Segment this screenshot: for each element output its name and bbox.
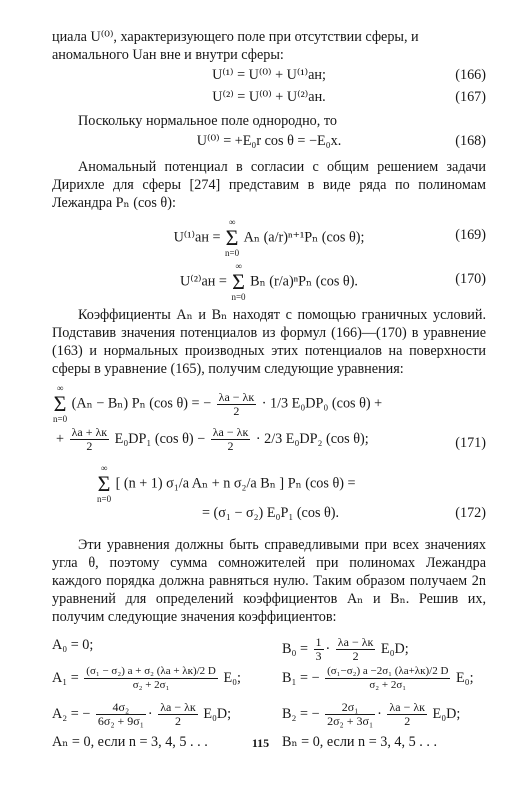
equation-168-formula: U⁽⁰⁾ = +E₀r cos θ = −E₀x. [196, 133, 342, 149]
sum-upper-limit: ∞ [100, 463, 108, 473]
equation-168 [52, 130, 486, 152]
coef-an: Aₙ = 0, если n = 3, 4, 5 . . . [52, 734, 208, 750]
equation-170-formula [52, 262, 486, 302]
equation-169-formula [52, 218, 486, 258]
fraction-numerator: 4σ₂ [96, 701, 146, 715]
fraction-numerator: λа − λк [212, 425, 249, 439]
sum-upper-limit: ∞ [56, 383, 64, 393]
fraction-numerator: λа − λк [389, 700, 425, 714]
sum-upper-limit: ∞ [228, 217, 236, 227]
equation-167 [52, 86, 486, 108]
equation-172 [52, 464, 486, 530]
sum-lower-limit: n=0 [53, 414, 68, 424]
fraction [84, 665, 218, 692]
equation-171-line-1-a: (Aₙ − Bₙ) Pₙ (cos θ) = − [71, 395, 212, 412]
sigma-symbol: Σ [225, 225, 239, 250]
page-body [52, 28, 486, 776]
equation-169-lhs: U⁽¹⁾ан = [173, 229, 221, 246]
fraction-denominator: 2 [174, 714, 181, 728]
fraction-numerator: λа − λк [160, 700, 196, 714]
fraction-denominator: 6σ₂ + 9σ₁ [97, 714, 144, 728]
equation-171-line-2-c: · 2/3 E₀DP₂ (cos θ); [255, 430, 369, 447]
equation-172-line-1-text: [ (n + 1) σ₁/a Aₙ + n σ₂/a Bₙ ] Pₙ (cos θ) = [115, 475, 356, 492]
paragraph-final: Эти уравнения должны быть справедливыми при всех значениях угла θ, поэтому сумма сомножителей при полиномах Лежандра каждого порядка должна равняться нулю. Таким образом получаем 2n уравнений для определений коэффициентов Aₙ и Bₙ. Решив их, получим следующие значения коэффициентов: [52, 537, 486, 625]
fraction-numerator: (σ₁−σ₂) a −2σ₁ (λа+λк)/2 D [327, 665, 449, 677]
equation-170-lhs: U⁽²⁾ан = [180, 273, 227, 290]
fraction [70, 426, 110, 453]
fraction-numerator: 2σ₁ [325, 701, 375, 715]
equation-169 [52, 214, 486, 258]
fraction-numerator: λа − λк [218, 389, 255, 404]
page-number: 115 [251, 736, 270, 750]
fraction [217, 391, 257, 418]
coef-b2-lhs: B₂ = − [282, 705, 320, 722]
intro-line-1: циала U⁽⁰⁾, характеризующего поле при отсутствии сферы, и [52, 29, 419, 45]
fraction-denominator: 2 [233, 403, 240, 418]
coef-a0: A₀ = 0; [52, 637, 94, 653]
paragraph-normal-field: Поскольку нормальное поле однородно, то [78, 113, 337, 129]
equation-171-line-1 [52, 384, 486, 426]
sigma-symbol: Σ [97, 471, 111, 496]
coef-b2: B₂ = − $\frac{\text{2σ₁}}{\text{2σ₂ + 3σ₁}}$ · $\frac{\lambda а - \lambda к}{2}$ E₀D; [282, 700, 461, 728]
summation-172 [97, 464, 111, 504]
equation-171-line-2 [52, 426, 486, 462]
intro-line-2: аномального Uан вне и внутри сферы: [52, 47, 284, 63]
coef-a1-lhs: A₁ = [52, 669, 79, 686]
summation-170 [231, 262, 245, 302]
summation-171 [53, 384, 67, 424]
fraction [158, 701, 198, 728]
sum-lower-limit: n=0 [225, 248, 240, 258]
equation-166 [52, 64, 486, 86]
coef-b0: B₀ = $\frac{1}{3}$ · $\frac{\lambda а - \lambda к}{2}$ E₀D; [282, 635, 409, 663]
fraction [336, 636, 376, 663]
paragraph-anomalous-potential: Аномальный потенциал в согласии с общим решением задачи Дирихле для сферы [274] представим в виде ряда по полиномам Лежандра Pₙ (cos θ): [52, 159, 486, 211]
fraction [211, 426, 251, 453]
fraction-denominator: 2 [227, 439, 234, 453]
equation-170-rhs: Bₙ (r/a)ⁿPₙ (cos θ). [250, 273, 358, 290]
coef-b2-tail: E₀D; [432, 705, 461, 722]
fraction-denominator: 2 [86, 439, 93, 453]
coef-a1-tail: E₀; [223, 669, 241, 686]
sum-lower-limit: n=0 [97, 494, 112, 504]
summation-169 [225, 218, 239, 258]
fraction [387, 701, 427, 728]
fraction [96, 701, 146, 728]
equation-170 [52, 258, 486, 300]
fraction-denominator: 2 [404, 714, 411, 728]
equation-171-line-2-a: + [56, 430, 65, 447]
equation-167-formula: U⁽²⁾ = U⁽⁰⁾ + U⁽²⁾ан. [212, 89, 326, 105]
coef-b1-lhs: B₁ = − [282, 669, 320, 686]
equation-172-line-1 [52, 464, 486, 504]
equation-166-number: (166) [455, 67, 486, 83]
equation-171-number: (171) [455, 435, 486, 451]
equation-169-number: (169) [455, 227, 486, 243]
fraction-denominator: 3 [315, 649, 322, 663]
fraction-denominator: 2 [352, 649, 359, 663]
equation-170-number: (170) [455, 271, 486, 287]
equation-172-number: (172) [455, 505, 486, 521]
fraction-denominator: σ₂ + 2σ₁ [132, 679, 170, 691]
fraction-numerator: λа − λк [337, 635, 374, 649]
coef-a2-tail: E₀D; [203, 705, 232, 722]
sigma-symbol: Σ [53, 391, 67, 416]
coef-a1 [52, 665, 268, 701]
equation-172-line-2 [52, 504, 486, 530]
equation-172-line-2-text: = (σ₁ − σ₂) E₀P₁ (cos θ). [202, 505, 340, 521]
fraction-numerator: λа + λк [71, 425, 108, 439]
coef-b1-tail: E₀; [455, 669, 474, 686]
fraction-numerator: 1 [315, 635, 322, 649]
fraction-denominator: σ₂ + 2σ₁ [369, 679, 407, 691]
equation-167-number: (167) [455, 89, 486, 105]
sum-lower-limit: n=0 [231, 292, 246, 302]
coef-b1 [282, 665, 498, 701]
equation-166-formula: U⁽¹⁾ = U⁽⁰⁾ + U⁽¹⁾ан; [212, 67, 326, 83]
fraction [314, 636, 324, 663]
coefficient-list [52, 636, 486, 776]
coef-b0-tail: E₀D; [380, 640, 409, 657]
equation-171 [52, 384, 486, 462]
equation-168-number: (168) [455, 133, 486, 149]
fraction-denominator: 2σ₂ + 3σ₁ [327, 714, 374, 728]
equation-171-line-1-b: · 1/3 E₀DP₀ (cos θ) + [261, 395, 383, 412]
equation-171-line-2-b: E₀DP₁ (cos θ) − [114, 430, 206, 447]
sum-upper-limit: ∞ [235, 261, 242, 271]
fraction-numerator: (σ₁ − σ₂) a + σ₂ (λа + λк)/2 D [86, 665, 216, 677]
paragraph-coefficients: Коэффициенты Aₙ и Bₙ находят с помощью граничных условий. Подставив значения потенциалов из формул (166)—(170) в уравнение (163) и нормальных производных этих потенциалов на поверхности сферы в уравнение (165), получим следующие уравнения: [52, 307, 486, 377]
fraction [325, 665, 450, 692]
coef-b0-lhs: B₀ = [282, 640, 308, 657]
coef-a2: A₂ = − $\frac{\text{4σ₂}}{\text{6σ₂ + 9σ₁}}$ · $\frac{\lambda а - \lambda к}{2}$ E₀D; [52, 700, 232, 728]
sigma-symbol: Σ [232, 269, 245, 294]
coef-a2-lhs: A₂ = − [52, 705, 91, 722]
fraction [325, 701, 375, 728]
coef-bn: Bₙ = 0, если n = 3, 4, 5 . . . [282, 734, 437, 750]
equation-169-rhs: Aₙ (a/r)ⁿ⁺¹Pₙ (cos θ); [243, 229, 365, 246]
